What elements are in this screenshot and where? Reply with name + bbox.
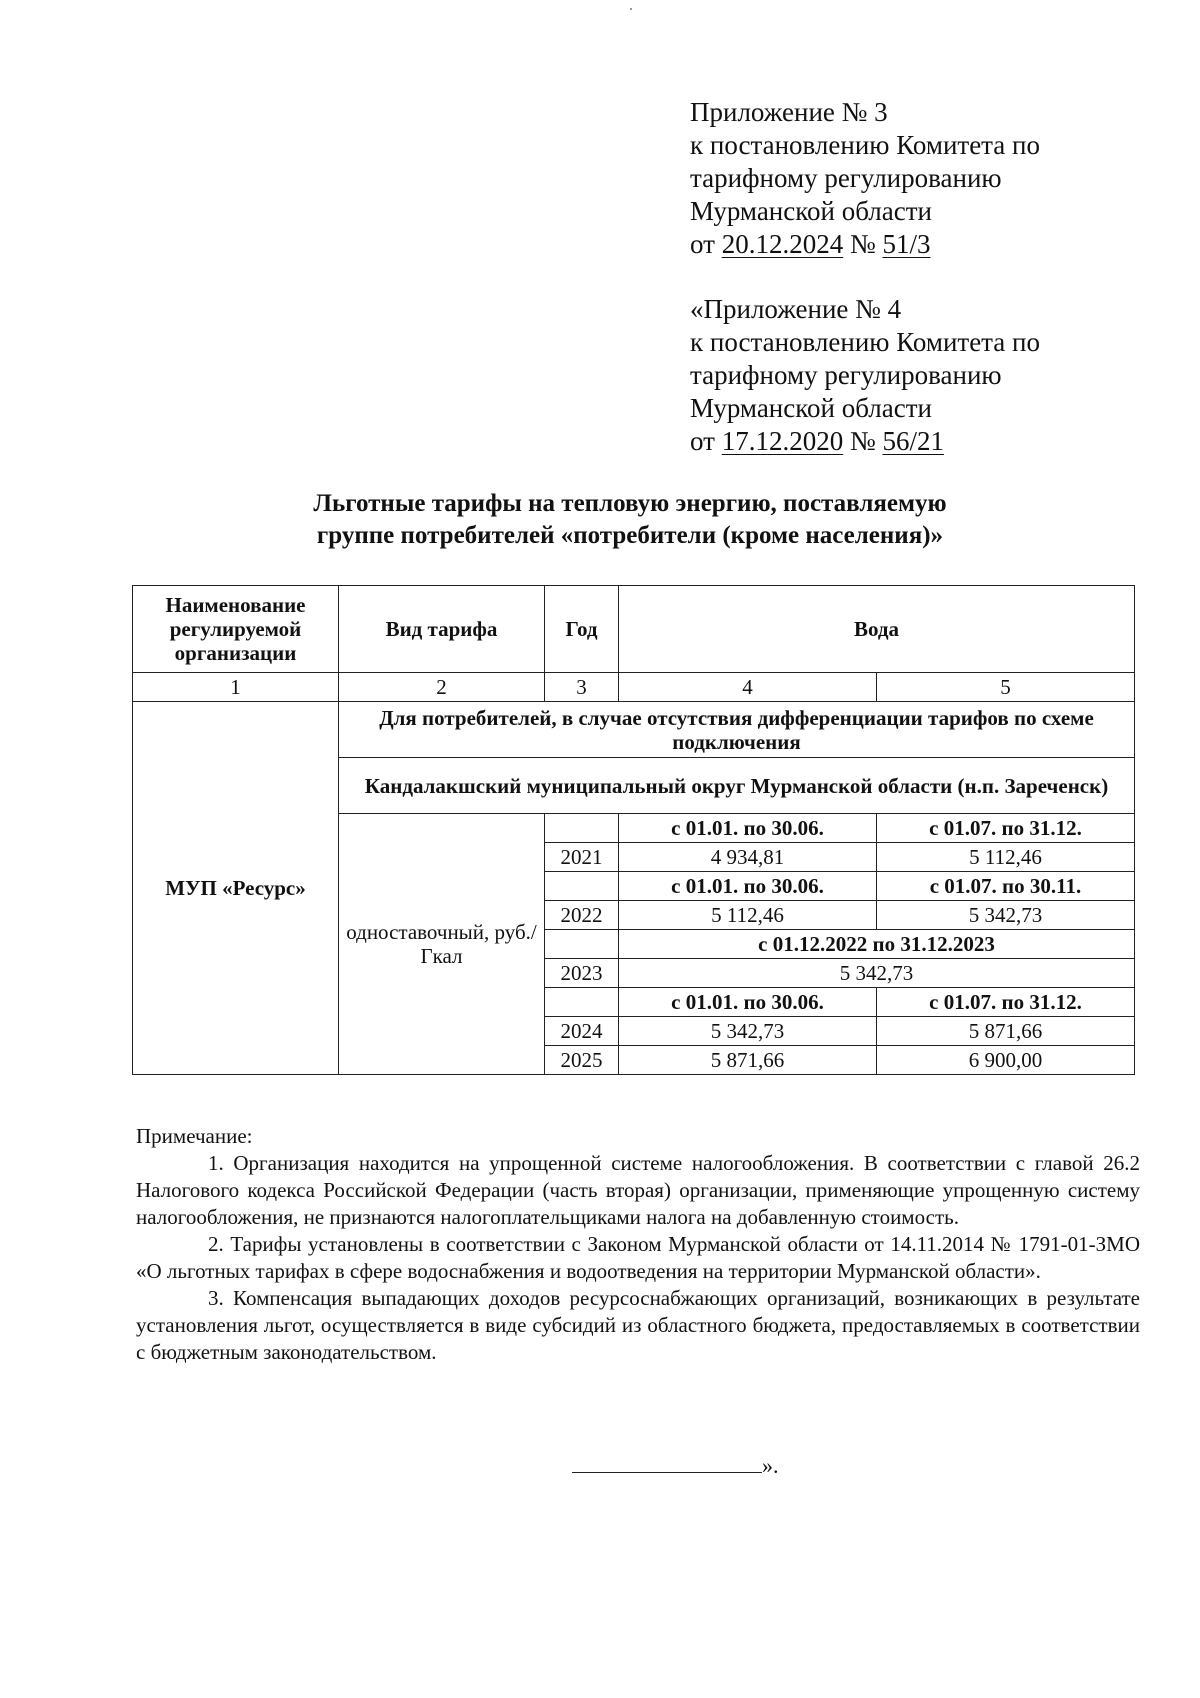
year-cell: 2025	[545, 1046, 619, 1075]
period-start: с 01.01. по 30.06.	[619, 872, 877, 901]
territory: Кандалакшский муниципальный округ Мурманской области (н.п. Зареченск)	[339, 758, 1135, 814]
column-numbers-row	[133, 673, 1135, 702]
appendix-4-date-prefix: от	[690, 426, 715, 456]
period-end: с 01.07. по 31.12.	[877, 814, 1135, 843]
document-title-line2: группе потребителей «потребители (кроме населения)»	[316, 522, 944, 549]
appendix-3-line3: тарифному регулированию	[690, 163, 1002, 193]
appendix-3-line1: Приложение № 3	[690, 97, 888, 127]
closing-mark: ».	[762, 1453, 779, 1478]
year-cell: 2021	[545, 843, 619, 872]
period-start: с 01.01. по 30.06.	[619, 814, 877, 843]
period-start: с 01.01. по 30.06.	[619, 988, 877, 1017]
empty-year-cell	[545, 930, 619, 959]
appendix-3-number-sign: №	[849, 229, 876, 259]
appendix-3-number: 51/3	[882, 229, 931, 259]
column-number: 5	[877, 673, 1135, 702]
group-note: Для потребителей, в случае отсутствия дифференциации тарифов по схеме подключения	[339, 702, 1135, 758]
note-item: 3. Компенсация выпадающих доходов ресурсоснабжающих организаций, возникающих в результате установления льгот, осуществляется в виде субсидий из областного бюджета, предоставляемых в соответствии с бюджетным законодательством.	[136, 1286, 1140, 1364]
value-cell: 6 900,00	[877, 1046, 1135, 1075]
appendix-4-date: 17.12.2020	[721, 426, 844, 456]
value-cell: 5 342,73	[877, 901, 1135, 930]
tariff-type: одноставочный, руб./Гкал	[339, 814, 545, 1075]
appendix-3-date-prefix: от	[690, 229, 715, 259]
period-end: с 01.07. по 31.12.	[877, 988, 1135, 1017]
empty-year-cell	[545, 872, 619, 901]
notes-section	[136, 1123, 1140, 1366]
appendix-4-line2: к постановлению Комитета по	[690, 327, 1040, 357]
value-cell: 5 871,66	[877, 1017, 1135, 1046]
value-cell: 5 871,66	[619, 1046, 877, 1075]
group-note-row	[133, 702, 1135, 758]
header-water: Вода	[619, 586, 1135, 673]
appendix-4-line3: тарифному регулированию	[690, 360, 1002, 390]
appendix-3-line4: Мурманской области	[690, 196, 932, 226]
scan-mark	[630, 8, 632, 10]
closing-rule	[572, 1454, 762, 1473]
appendix-4-date-line	[690, 425, 1040, 458]
value-cell: 5 112,46	[877, 843, 1135, 872]
header-year: Год	[545, 586, 619, 673]
empty-year-cell	[545, 988, 619, 1017]
document-title	[130, 488, 1130, 552]
header-org: Наименование регулируемой организации	[133, 586, 339, 673]
appendix-3-line2: к постановлению Комитета по	[690, 130, 1040, 160]
column-number: 3	[545, 673, 619, 702]
appendix-3-date-line	[690, 228, 1040, 261]
year-cell: 2024	[545, 1017, 619, 1046]
value-cell: 4 934,81	[619, 843, 877, 872]
appendix-4-line1: «Приложение № 4	[690, 294, 902, 324]
empty-year-cell	[545, 814, 619, 843]
year-cell: 2023	[545, 959, 619, 988]
year-cell: 2022	[545, 901, 619, 930]
note-item: 2. Тарифы установлены в соответствии с Законом Мурманской области от 14.11.2014 № 1791-01-ЗМО «О льготных тарифах в сфере водоснабжения и водоотведения на территории Мурманской области».	[136, 1232, 1140, 1283]
value-cell: 5 342,73	[619, 959, 1135, 988]
value-cell: 5 342,73	[619, 1017, 877, 1046]
column-number: 1	[133, 673, 339, 702]
organization-name: МУП «Ресурс»	[133, 702, 339, 1075]
tariff-table	[132, 585, 1135, 1075]
notes-heading: Примечание:	[136, 1124, 253, 1148]
closing-line	[572, 1452, 779, 1480]
period-merged: с 01.12.2022 по 31.12.2023	[619, 930, 1135, 959]
appendix-4-header	[690, 293, 1040, 458]
header-tariff-type: Вид тарифа	[339, 586, 545, 673]
appendix-3-date: 20.12.2024	[721, 229, 844, 259]
appendix-4-number: 56/21	[882, 426, 944, 456]
document-title-line1: Льготные тарифы на тепловую энергию, поставляемую	[313, 490, 947, 517]
value-cell: 5 112,46	[619, 901, 877, 930]
column-number: 4	[619, 673, 877, 702]
appendix-4-number-sign: №	[849, 426, 876, 456]
note-item: 1. Организация находится на упрощенной системе налогообложения. В соответствии с главой 26.2 Налогового кодекса Российской Федерации (часть вторая) организации, применяющие упрощенную систему налогообложения, не признаются налогоплательщиками налога на добавленную стоимость.	[136, 1151, 1140, 1229]
appendix-3-header	[690, 96, 1040, 261]
period-end: с 01.07. по 30.11.	[877, 872, 1135, 901]
column-number: 2	[339, 673, 545, 702]
appendix-4-line4: Мурманской области	[690, 393, 932, 423]
table-header-row	[133, 586, 1135, 673]
